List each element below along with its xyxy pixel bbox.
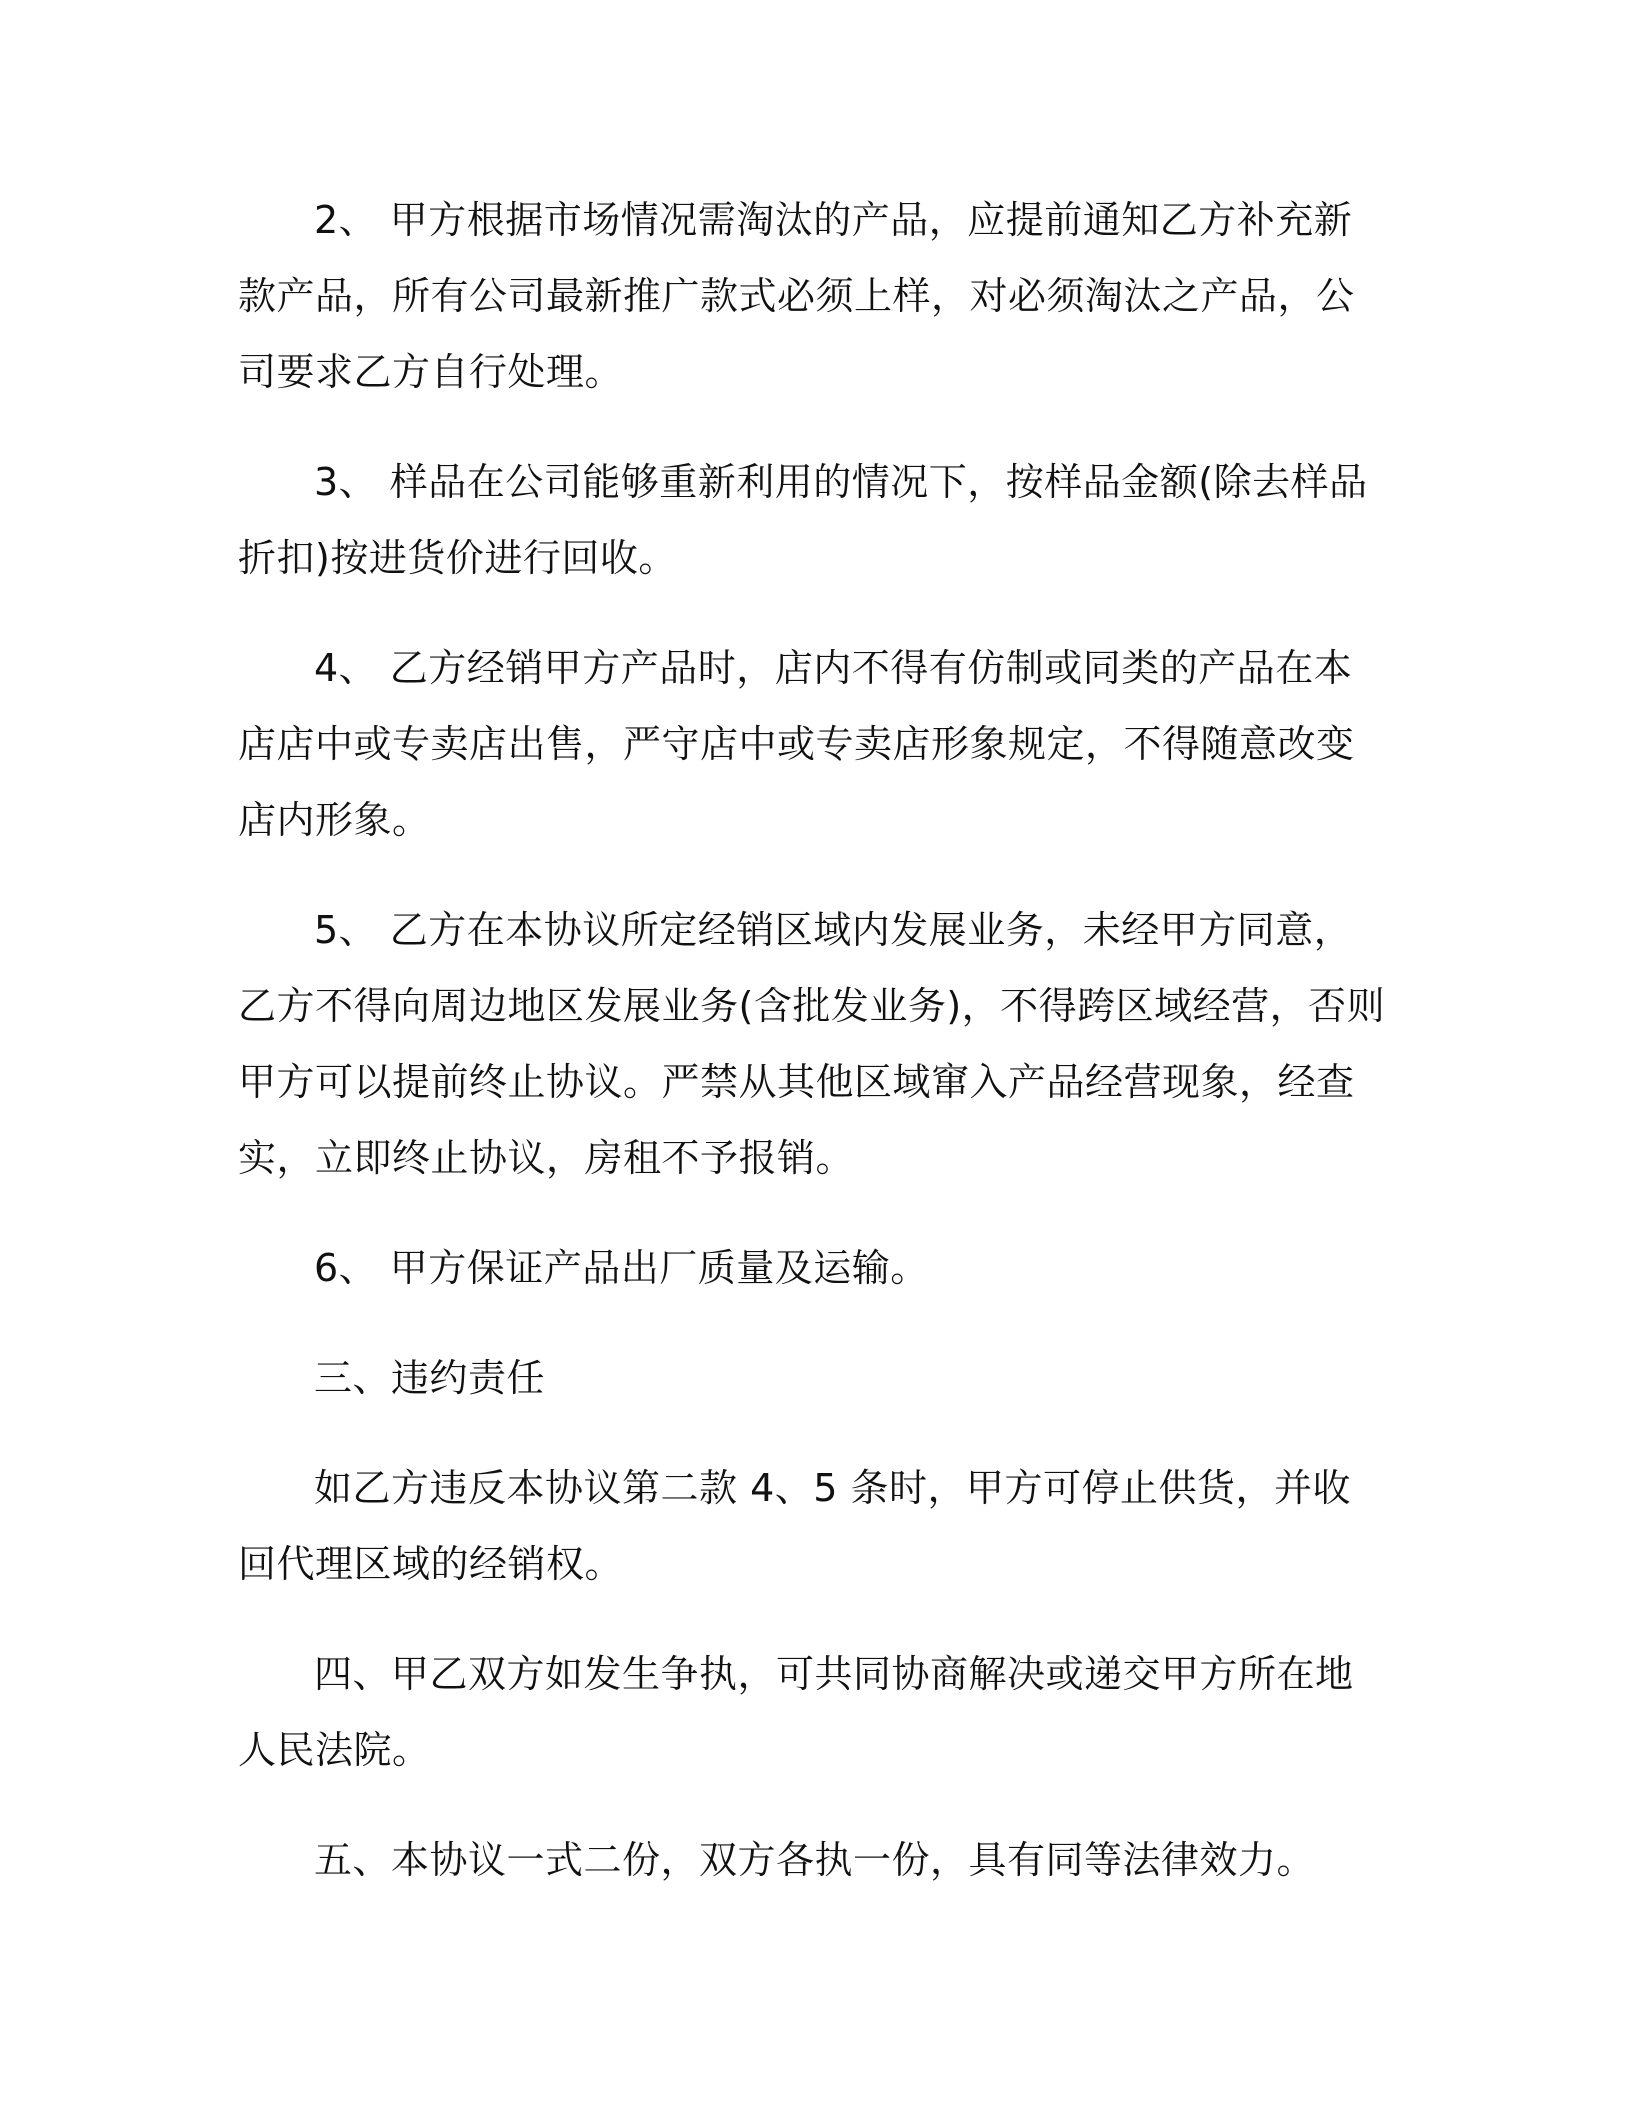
breach-paragraph: 如乙方违反本协议第二款 4、5 条时，甲方可停止供货，并收回代理区域的经销权。 [238, 1466, 1352, 1586]
dispute-paragraph: 四、甲乙双方如发生争执，可共同协商解决或递交甲方所在地人民法院。 [238, 1652, 1354, 1772]
clause-3-paragraph: 3、 样品在公司能够重新利用的情况下，按样品金额(除去样品折扣)按进货价进行回收。 [238, 460, 1368, 580]
clause-2-paragraph: 2、 甲方根据市场情况需淘汰的产品，应提前通知乙方补充新款产品，所有公司最新推广款式必须上样，对必须淘汰之产品，公司要求乙方自行处理。 [238, 198, 1355, 394]
copies-paragraph: 五、本协议一式二份，双方各执一份，具有同等法律效力。 [314, 1838, 1316, 1882]
clause-6-paragraph: 6、 甲方保证产品出厂质量及运输。 [314, 1246, 929, 1290]
document-body [238, 182, 1386, 1898]
clause-4-paragraph: 4、 乙方经销甲方产品时，店内不得有仿制或同类的产品在本店店中或专卖店出售，严守店中或专卖店形象规定，不得随意改变店内形象。 [238, 646, 1355, 842]
clause-5-paragraph: 5、 乙方在本协议所定经销区域内发展业务，未经甲方同意，乙方不得向周边地区发展业务(含批发业务)，不得跨区域经营，否则甲方可以提前终止协议。严禁从其他区域窜入产品经营现象，经查实，立即终止协议，房租不予报销。 [238, 908, 1386, 1180]
section-three-heading: 三、违约责任 [314, 1356, 546, 1400]
